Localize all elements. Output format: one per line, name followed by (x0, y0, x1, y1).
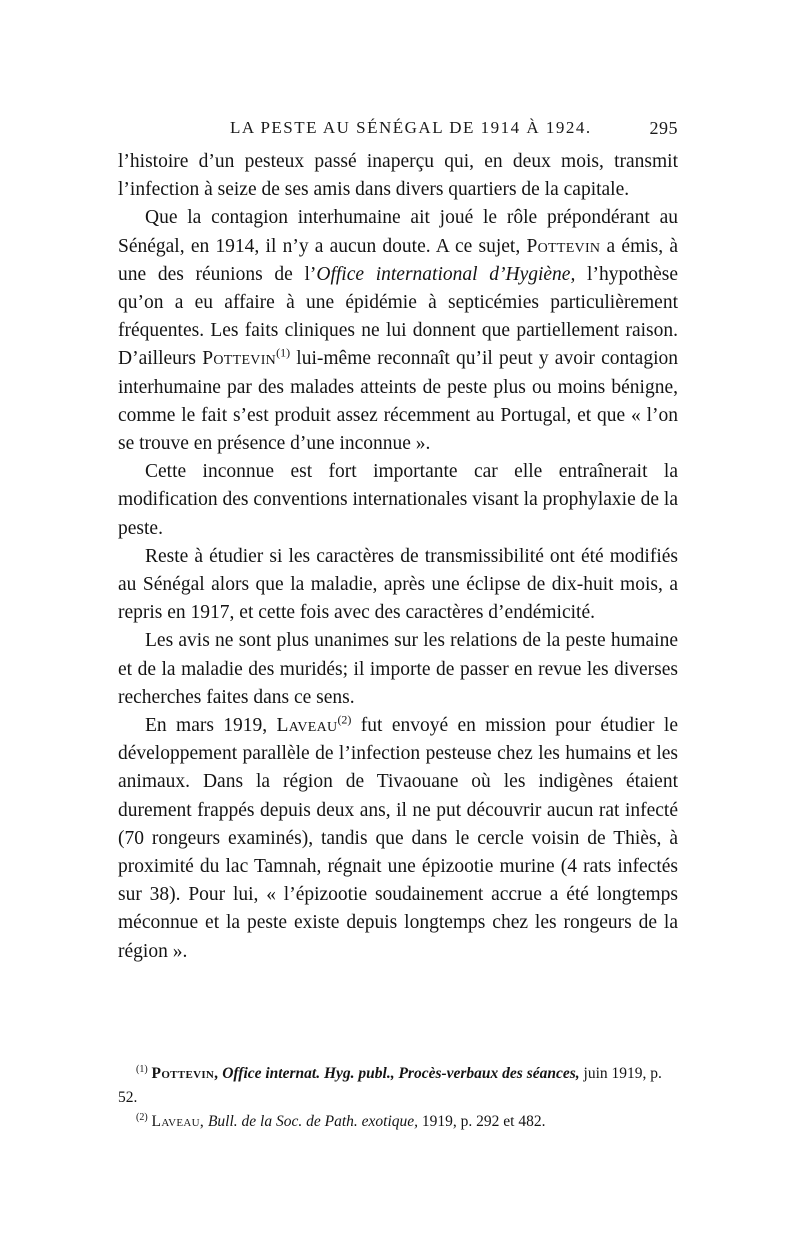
author-name-laveau: Laveau (276, 715, 338, 737)
footnote-rest-2: 1919, p. 292 et 482. (418, 1113, 546, 1130)
author-name-pottevin-2: Pottevin (202, 348, 277, 370)
author-name-pottevin: Pottevin (526, 235, 601, 257)
paragraph-5: Les avis ne sont plus unanimes sur les relations de la peste humaine et de la maladie des muridés; il importe de passer en revue les diverses recherches faites dans ce sens. (118, 630, 678, 708)
running-title: LA PESTE AU SÉNÉGAL DE 1914 À 1924. (230, 118, 592, 137)
p2-text-2: a émis, à une des réunions de l’ (118, 235, 679, 285)
footnote-title-2: Bull. de la Soc. de Path. exotique, (207, 1113, 419, 1130)
footnote-mark-1: (1) (136, 1063, 148, 1075)
office-name: Office international d’Hygiène, (316, 263, 576, 285)
p6-text-1: En mars 1919, (145, 715, 277, 737)
page-number: 295 (649, 118, 678, 138)
footnote-author-1: Pottevin, (151, 1065, 219, 1082)
footnote-title-1: Office internat. Hyg. publ., Procès-verbaux des séances, (222, 1065, 580, 1082)
footnote-ref-2: (2) (337, 712, 352, 727)
p2-text-4: lui-même reconnaît qu’il peut y avoir contagion interhumaine par des malades atteints de peste plus ou moins bénigne, comme le fait s’est produit assez récemment au Portugal, et que « l’on se trouve en présence d’une inconnue ». (118, 348, 678, 455)
paragraph-1: l’histoire d’un pesteux passé inaperçu qui, en deux mois, transmit l’infection à seize de ses amis dans divers quartiers de la capitale. (118, 151, 678, 201)
paragraph-2 (118, 204, 678, 458)
p2-text-3: l’hypothèse qu’on a eu affaire à une épidémie à septicémies particulièrement fréquentes. Les faits cliniques ne lui donnent que partiellement raison. D’ailleurs (118, 263, 679, 370)
p6-text-2: fut envoyé en mission pour étudier le développement parallèle de l’infection pesteuse chez les humains et les animaux. Dans la région de Tivaouane où les indigènes étaient durement frappés depuis deux ans, il ne put découvrir aucun rat infecté (70 rongeurs examinés), tandis que dans le cercle voisin de Thiès, à proximité du lac Tamnah, régnait une épizootie murine (4 rats infectés sur 38). Pour lui, « l’épizootie soudainement accrue a été longtemps méconnue et la peste existe depuis longtemps chez les rongeurs de la région ». (118, 715, 678, 962)
paragraph-6 (118, 712, 678, 966)
footnote-2 (118, 1110, 678, 1134)
paragraph-3: Cette inconnue est fort importante car elle entraînerait la modification des conventions internationales visant la prophylaxie de la peste. (118, 461, 678, 539)
footnotes (118, 1062, 678, 1134)
footnote-mark-2: (2) (136, 1111, 148, 1123)
p2-text-1: Que la contagion interhumaine ait joué le rôle prépondérant au Sénégal, en 1914, il n’y a aucun doute. A ce sujet, (118, 207, 678, 257)
body-text (118, 148, 678, 966)
footnote-ref-1: (1) (276, 345, 291, 360)
paragraph-4: Reste à étudier si les caractères de transmissibilité ont été modifiés au Sénégal alors que la maladie, après une éclipse de dix-huit mois, a repris en 1917, et cette fois avec des caractères d’endémicité. (118, 545, 678, 624)
running-header (118, 118, 678, 142)
footnote-1 (118, 1062, 678, 1110)
footnote-rest-1: juin 1919, p. 52. (118, 1065, 662, 1106)
footnote-author-2: Laveau, (151, 1113, 205, 1130)
